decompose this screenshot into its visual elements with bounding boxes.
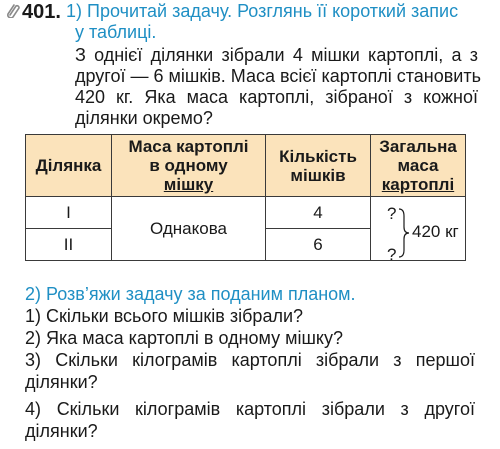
plan-question-2: 2) Яка маса картоплі в одному мішку? (25, 328, 343, 348)
plan-question-3: 3) Скільки кілограмів картоплі зібрали з першої (25, 350, 475, 370)
cell-count: 6 (266, 229, 371, 261)
paperclip-icon (5, 2, 21, 18)
part2-title: 2) Розв’яжи задачу за поданим планом. (25, 284, 356, 304)
plan-question-4-cont: ділянки? (25, 421, 98, 441)
header-bag-count: Кількість мішків (266, 135, 371, 197)
cell-mass-same: Однакова (112, 197, 266, 261)
unknown-mark-1: ? (387, 204, 397, 223)
problem-line-2: другої — 6 мішків. Маса всієї картоплі становить (75, 66, 481, 86)
header-total-mass: Загальна маса картоплі (371, 135, 466, 197)
unknown-mark-2: ? (387, 245, 397, 264)
task-instruction-line2: у таблиці. (75, 22, 157, 42)
total-mass-value: 420 кг (412, 222, 459, 241)
table-header-row (26, 135, 466, 197)
exercise-number: 401. (22, 1, 61, 23)
problem-line-4: ділянки окремо? (75, 108, 213, 128)
plan-question-4: 4) Скільки кілограмів картоплі зібрали з другої (25, 399, 475, 419)
problem-line-1: З однієї ділянки зібрали 4 мішки картоплі, а з (75, 45, 478, 65)
plan-question-1: 1) Скільки всього мішків зібрали? (25, 306, 304, 326)
problem-line-3: 420 кг. Яка маса картоплі, зібраної з кожної (75, 87, 478, 107)
cell-plot: II (26, 229, 112, 261)
header-plot: Ділянка (26, 135, 112, 197)
cell-count: 4 (266, 197, 371, 229)
task-instruction-line1: 1) Прочитай задачу. Розглянь її короткий запис (66, 1, 459, 21)
curly-brace-icon (398, 208, 410, 258)
header-mass-per-bag: Маса картоплі в одному мішку (112, 135, 266, 197)
cell-plot: I (26, 197, 112, 229)
plan-question-3-cont: ділянки? (25, 372, 98, 392)
